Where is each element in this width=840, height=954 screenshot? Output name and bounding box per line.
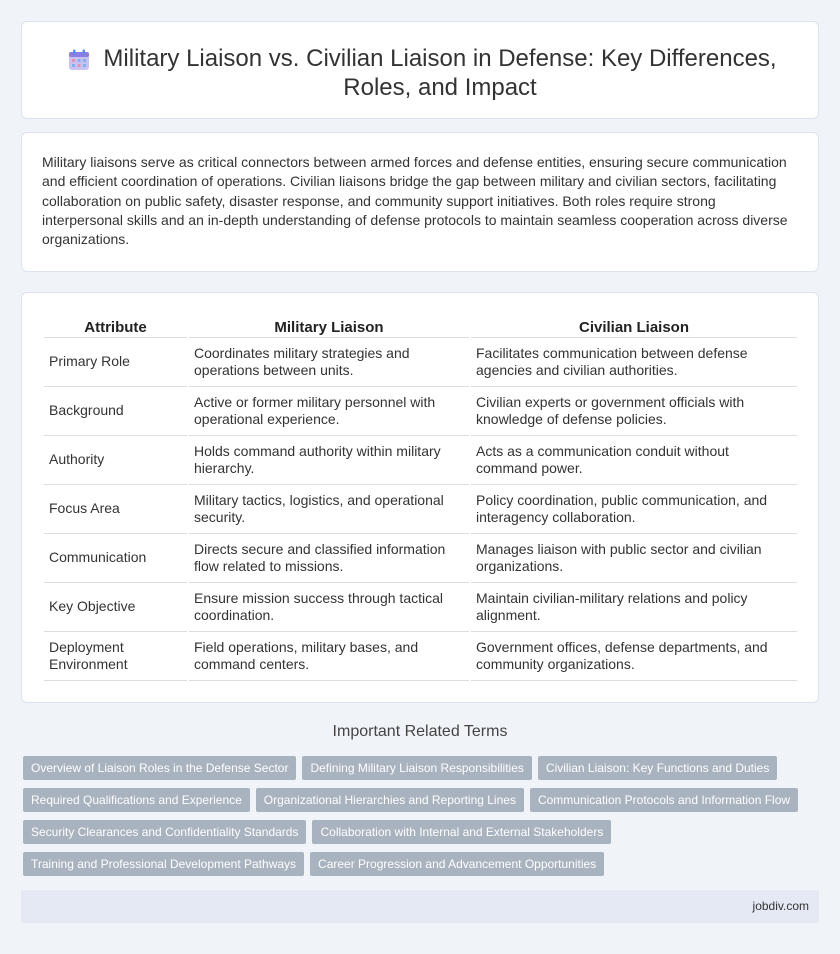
row-military: Field operations, military bases, and command centers. — [189, 632, 469, 681]
row-military: Coordinates military strategies and operations between units. — [189, 338, 469, 387]
row-attribute: Focus Area — [44, 485, 187, 534]
row-civilian: Acts as a communication conduit without command power. — [471, 436, 797, 485]
tag-row — [23, 820, 823, 844]
related-terms-heading: Important Related Terms — [332, 723, 508, 740]
related-term-tag[interactable]: Training and Professional Development Pathways — [23, 852, 304, 876]
intro-paragraph: Military liaisons serve as critical connectors between armed forces and defense entities, ensuring secure communication and efficient coordination of operations. Civilian liaisons bridge the gap between military and civilian sectors, facilitating collaboration on public safety, disaster response, and community support initiatives. Both roles require strong interpersonal skills and an in-depth understanding of defense protocols to maintain seamless cooperation across diverse organizations. — [42, 154, 788, 248]
row-military: Ensure mission success through tactical coordination. — [189, 583, 469, 632]
row-military: Holds command authority within military hierarchy. — [189, 436, 469, 485]
header-civilian-liaison: Civilian Liaison — [471, 316, 797, 338]
table-row — [44, 583, 797, 632]
related-term-tag[interactable]: Civilian Liaison: Key Functions and Duties — [538, 756, 777, 780]
row-military: Directs secure and classified information flow related to missions. — [189, 534, 469, 583]
related-term-tag[interactable]: Security Clearances and Confidentiality Standards — [23, 820, 306, 844]
tag-row — [23, 788, 823, 812]
table-row — [44, 338, 797, 387]
row-civilian: Government offices, defense departments, and community organizations. — [471, 632, 797, 681]
row-attribute: Key Objective — [44, 583, 187, 632]
title-card — [21, 21, 819, 119]
row-attribute: Background — [44, 387, 187, 436]
row-civilian: Civilian experts or government officials with knowledge of defense policies. — [471, 387, 797, 436]
related-term-tag[interactable]: Communication Protocols and Information Flow — [530, 788, 798, 812]
related-term-tag[interactable]: Career Progression and Advancement Opportunities — [310, 852, 604, 876]
table-header-row — [44, 316, 797, 338]
related-term-tag[interactable]: Organizational Hierarchies and Reporting Lines — [256, 788, 524, 812]
page-title: Military Liaison vs. Civilian Liaison in Defense: Key Differences, Roles, and Impact — [103, 45, 777, 101]
row-military: Active or former military personnel with operational experience. — [189, 387, 469, 436]
row-civilian: Facilitates communication between defense agencies and civilian authorities. — [471, 338, 797, 387]
comparison-table — [42, 316, 799, 681]
footer-site-link[interactable]: jobdiv.com — [752, 899, 809, 913]
intro-card — [21, 132, 819, 272]
row-civilian: Maintain civilian-military relations and policy alignment. — [471, 583, 797, 632]
related-term-tag[interactable]: Overview of Liaison Roles in the Defense Sector — [23, 756, 296, 780]
comparison-table-card — [21, 292, 819, 703]
row-attribute: Deployment Environment — [44, 632, 187, 681]
table-row — [44, 485, 797, 534]
related-term-tag[interactable]: Defining Military Liaison Responsibilities — [302, 756, 531, 780]
row-attribute: Primary Role — [44, 338, 187, 387]
row-attribute: Authority — [44, 436, 187, 485]
row-civilian: Policy coordination, public communication, and interagency collaboration. — [471, 485, 797, 534]
row-civilian: Manages liaison with public sector and civilian organizations. — [471, 534, 797, 583]
row-military: Military tactics, logistics, and operational security. — [189, 485, 469, 534]
related-term-tag[interactable]: Required Qualifications and Experience — [23, 788, 250, 812]
tag-row — [23, 852, 823, 876]
table-row — [44, 436, 797, 485]
related-term-tag[interactable]: Collaboration with Internal and External Stakeholders — [312, 820, 611, 844]
header-military-liaison: Military Liaison — [189, 316, 469, 338]
table-row — [44, 534, 797, 583]
related-terms-list — [23, 756, 823, 884]
table-row — [44, 387, 797, 436]
footer — [21, 890, 819, 923]
tag-row — [23, 756, 823, 780]
table-row — [44, 632, 797, 681]
row-attribute: Communication — [44, 534, 187, 583]
header-attribute: Attribute — [44, 316, 187, 338]
